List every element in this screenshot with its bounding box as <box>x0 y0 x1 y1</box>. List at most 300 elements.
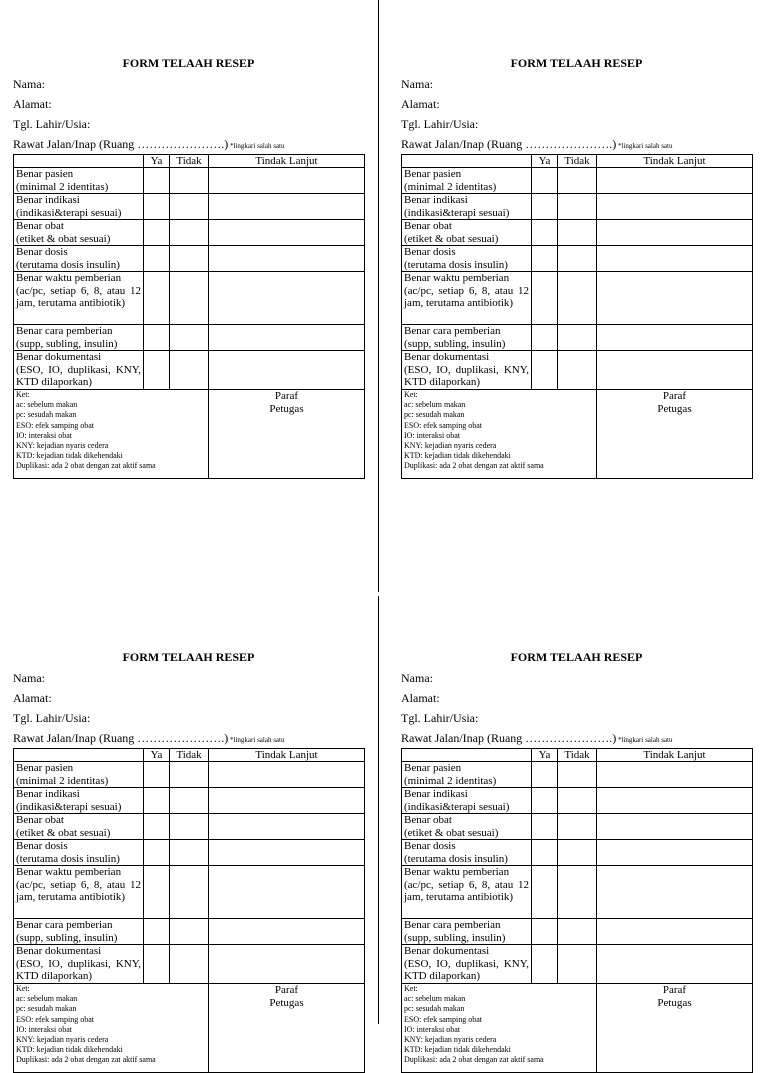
column-header <box>402 749 532 762</box>
criterion-title: Benar waktu pemberian <box>404 866 510 878</box>
paraf-label: Paraf <box>662 984 687 996</box>
tidak-checkbox-cell[interactable] <box>558 325 597 351</box>
field-rawat <box>401 136 752 152</box>
tidak-checkbox-cell[interactable] <box>558 220 597 246</box>
table-header-row <box>402 155 753 168</box>
rawat-label: Rawat Jalan/Inap (Ruang <box>13 137 138 151</box>
rawat-ruang-blank: ………………….) <box>137 137 229 151</box>
ya-checkbox-cell[interactable] <box>144 919 170 945</box>
table-row <box>14 840 365 866</box>
ket-line: IO: interaksi obat <box>404 430 460 440</box>
form-title: FORM TELAAH RESEP <box>510 650 643 664</box>
field-tgl-lahir: Tgl. Lahir/Usia: <box>401 711 479 725</box>
petugas-label: Petugas <box>269 996 304 1009</box>
tidak-checkbox-cell[interactable] <box>558 919 597 945</box>
criterion-title: Benar pasien <box>404 168 462 180</box>
criterion-title: Benar indikasi <box>16 194 80 206</box>
rawat-note: *lingkari salah satu <box>228 142 285 150</box>
tidak-checkbox-cell[interactable] <box>558 246 597 272</box>
criterion-detail: (ESO, IO, duplikasi, KNY, KTD dilaporkan) <box>16 363 141 388</box>
column-header: Ya <box>144 749 170 762</box>
table-row <box>402 762 753 788</box>
ket-line: ESO: efek samping obat <box>404 420 482 430</box>
criterion-title: Benar dosis <box>404 840 456 852</box>
page-divider-top <box>378 0 379 592</box>
criterion-cell <box>14 246 144 272</box>
table-row <box>14 246 365 272</box>
field-alamat: Alamat: <box>401 97 440 111</box>
table-row <box>402 351 753 390</box>
criterion-title: Benar obat <box>404 814 452 826</box>
tidak-checkbox-cell[interactable] <box>558 168 597 194</box>
ya-checkbox-cell[interactable] <box>144 840 170 866</box>
criterion-title: Benar cara pemberian <box>16 919 113 931</box>
column-header: Tindak Lanjut <box>597 749 753 762</box>
criterion-title: Benar cara pemberian <box>404 325 501 337</box>
criterion-cell <box>14 840 144 866</box>
ket-line: Duplikasi: ada 2 obat dengan zat aktif sama <box>16 461 156 471</box>
ya-checkbox-cell[interactable] <box>532 325 558 351</box>
rawat-ruang-blank: ………………….) <box>525 137 617 151</box>
ya-checkbox-cell[interactable] <box>144 272 170 325</box>
tindak-lanjut-cell[interactable] <box>597 194 753 220</box>
rawat-note: *lingkari salah satu <box>228 736 285 744</box>
criterion-detail: (indikasi&terapi sesuai) <box>16 800 122 813</box>
ket-line: KTD: kejadian tidak dikehendaki <box>404 451 511 461</box>
criterion-cell <box>402 814 532 840</box>
tindak-lanjut-cell[interactable] <box>209 325 365 351</box>
rawat-note: *lingkari salah satu <box>616 736 673 744</box>
criterion-title: Benar dokumentasi <box>16 945 102 957</box>
ket-line: ESO: efek samping obat <box>16 420 94 430</box>
ket-line: pc: sesudah makan <box>16 410 77 420</box>
ket-legend <box>402 984 597 1073</box>
tidak-checkbox-cell[interactable] <box>170 866 209 919</box>
telaah-table <box>13 154 365 479</box>
ya-checkbox-cell[interactable] <box>532 866 558 919</box>
ya-checkbox-cell[interactable] <box>532 351 558 390</box>
table-row <box>14 272 365 325</box>
table-row <box>14 945 365 984</box>
page-divider-bottom <box>378 596 379 1024</box>
ket-line: ac: sebelum makan <box>404 994 466 1004</box>
criterion-title: Benar pasien <box>16 168 74 180</box>
table-row <box>14 220 365 246</box>
tidak-checkbox-cell[interactable] <box>558 351 597 390</box>
field-nama: Nama: <box>13 77 45 91</box>
criterion-cell <box>402 325 532 351</box>
criterion-detail: (ESO, IO, duplikasi, KNY, KTD dilaporkan) <box>16 957 141 982</box>
tindak-lanjut-cell[interactable] <box>209 272 365 325</box>
table-row <box>14 919 365 945</box>
criterion-title: Benar pasien <box>404 762 462 774</box>
column-header: Tindak Lanjut <box>597 155 753 168</box>
table-row <box>14 351 365 390</box>
ya-checkbox-cell[interactable] <box>144 866 170 919</box>
table-row <box>402 325 753 351</box>
column-header: Tidak <box>558 749 597 762</box>
ya-checkbox-cell[interactable] <box>144 788 170 814</box>
criterion-cell <box>14 168 144 194</box>
table-row <box>402 814 753 840</box>
tidak-checkbox-cell[interactable] <box>170 220 209 246</box>
criterion-title: Benar dosis <box>16 840 68 852</box>
criterion-cell <box>14 788 144 814</box>
ket-line: Ket: <box>404 984 418 993</box>
ya-checkbox-cell[interactable] <box>532 246 558 272</box>
criterion-title: Benar obat <box>16 814 64 826</box>
table-header-row <box>14 749 365 762</box>
criterion-title: Benar indikasi <box>404 194 468 206</box>
ket-line: KTD: kejadian tidak dikehendaki <box>16 451 123 461</box>
telaah-resep-form-2 <box>401 56 752 479</box>
table-row <box>14 194 365 220</box>
tindak-lanjut-cell[interactable] <box>597 272 753 325</box>
tidak-checkbox-cell[interactable] <box>558 945 597 984</box>
table-row <box>14 866 365 919</box>
ket-line: KTD: kejadian tidak dikehendaki <box>16 1045 123 1055</box>
ket-legend <box>14 984 209 1073</box>
tindak-lanjut-cell[interactable] <box>209 788 365 814</box>
tindak-lanjut-cell[interactable] <box>597 351 753 390</box>
rawat-ruang-blank: ………………….) <box>525 731 617 745</box>
table-row <box>402 220 753 246</box>
ya-checkbox-cell[interactable] <box>144 220 170 246</box>
table-header-row <box>14 155 365 168</box>
table-row <box>402 919 753 945</box>
table-row <box>402 945 753 984</box>
table-row <box>402 194 753 220</box>
ya-checkbox-cell[interactable] <box>144 814 170 840</box>
tidak-checkbox-cell[interactable] <box>558 840 597 866</box>
tindak-lanjut-cell[interactable] <box>209 840 365 866</box>
criterion-detail: (indikasi&terapi sesuai) <box>404 206 510 219</box>
criterion-title: Benar dosis <box>16 246 68 258</box>
tindak-lanjut-cell[interactable] <box>209 351 365 390</box>
tidak-checkbox-cell[interactable] <box>170 325 209 351</box>
tindak-lanjut-cell[interactable] <box>209 220 365 246</box>
criterion-cell <box>402 762 532 788</box>
paraf-label: Paraf <box>274 984 299 996</box>
table-row <box>14 788 365 814</box>
criterion-detail: (etiket & obat sesuai) <box>16 826 111 839</box>
table-row <box>402 272 753 325</box>
form-title: FORM TELAAH RESEP <box>122 56 255 70</box>
field-alamat: Alamat: <box>13 691 52 705</box>
criterion-title: Benar waktu pemberian <box>404 272 510 284</box>
ya-checkbox-cell[interactable] <box>532 814 558 840</box>
ket-line: KNY: kejadian nyaris cedera <box>16 441 109 451</box>
tidak-checkbox-cell[interactable] <box>558 814 597 840</box>
column-header: Tidak <box>170 155 209 168</box>
column-header: Ya <box>532 155 558 168</box>
tidak-checkbox-cell[interactable] <box>170 194 209 220</box>
ket-line: Duplikasi: ada 2 obat dengan zat aktif sama <box>404 461 544 471</box>
criterion-cell <box>14 814 144 840</box>
tindak-lanjut-cell[interactable] <box>597 919 753 945</box>
criterion-cell <box>402 866 532 919</box>
criterion-cell <box>14 945 144 984</box>
criterion-cell <box>14 866 144 919</box>
telaah-table <box>401 154 753 479</box>
ket-line: Duplikasi: ada 2 obat dengan zat aktif sama <box>16 1055 156 1065</box>
ket-line: KNY: kejadian nyaris cedera <box>404 1035 497 1045</box>
table-row <box>14 762 365 788</box>
ya-checkbox-cell[interactable] <box>532 840 558 866</box>
table-row <box>14 168 365 194</box>
tidak-checkbox-cell[interactable] <box>558 272 597 325</box>
table-row <box>14 814 365 840</box>
criterion-detail: (terutama dosis insulin) <box>404 258 508 271</box>
petugas-label: Petugas <box>657 996 692 1009</box>
criterion-detail: (terutama dosis insulin) <box>16 258 120 271</box>
ya-checkbox-cell[interactable] <box>532 194 558 220</box>
tidak-checkbox-cell[interactable] <box>558 194 597 220</box>
column-header <box>14 155 144 168</box>
criterion-title: Benar cara pemberian <box>404 919 501 931</box>
criterion-detail: (minimal 2 identitas) <box>404 774 497 787</box>
tindak-lanjut-cell[interactable] <box>597 814 753 840</box>
criterion-cell <box>402 788 532 814</box>
tindak-lanjut-cell[interactable] <box>597 325 753 351</box>
tindak-lanjut-cell[interactable] <box>597 840 753 866</box>
ya-checkbox-cell[interactable] <box>144 246 170 272</box>
criterion-cell <box>14 325 144 351</box>
ya-checkbox-cell[interactable] <box>532 945 558 984</box>
ket-line: Ket: <box>404 390 418 399</box>
criterion-title: Benar obat <box>16 220 64 232</box>
criterion-detail: (ac/pc, setiap 6, 8, atau 12 jam, terutama antibiotik) <box>404 284 529 309</box>
ya-checkbox-cell[interactable] <box>144 945 170 984</box>
telaah-table <box>13 748 365 1073</box>
ket-line: ESO: efek samping obat <box>404 1014 482 1024</box>
ket-line: Duplikasi: ada 2 obat dengan zat aktif sama <box>404 1055 544 1065</box>
tidak-checkbox-cell[interactable] <box>170 945 209 984</box>
ya-checkbox-cell[interactable] <box>532 788 558 814</box>
criterion-title: Benar pasien <box>16 762 74 774</box>
petugas-label: Petugas <box>269 402 304 415</box>
criterion-cell <box>14 272 144 325</box>
criterion-cell <box>402 220 532 246</box>
criterion-detail: (supp, subling, insulin) <box>404 931 506 944</box>
tindak-lanjut-cell[interactable] <box>597 945 753 984</box>
field-alamat: Alamat: <box>401 691 440 705</box>
tidak-checkbox-cell[interactable] <box>170 919 209 945</box>
tidak-checkbox-cell[interactable] <box>170 351 209 390</box>
column-header: Ya <box>532 749 558 762</box>
tindak-lanjut-cell[interactable] <box>597 246 753 272</box>
criterion-detail: (supp, subling, insulin) <box>16 931 118 944</box>
footer-row <box>402 390 753 479</box>
column-header <box>402 155 532 168</box>
ket-line: ac: sebelum makan <box>16 994 78 1004</box>
column-header: Ya <box>144 155 170 168</box>
criterion-cell <box>14 194 144 220</box>
tindak-lanjut-cell[interactable] <box>209 194 365 220</box>
ket-line: pc: sesudah makan <box>404 410 465 420</box>
tidak-checkbox-cell[interactable] <box>170 246 209 272</box>
criterion-cell <box>14 351 144 390</box>
ket-line: KNY: kejadian nyaris cedera <box>16 1035 109 1045</box>
criterion-detail: (minimal 2 identitas) <box>404 180 497 193</box>
table-row <box>402 168 753 194</box>
criterion-title: Benar dosis <box>404 246 456 258</box>
column-header: Tidak <box>170 749 209 762</box>
criterion-detail: (supp, subling, insulin) <box>404 337 506 350</box>
tindak-lanjut-cell[interactable] <box>209 246 365 272</box>
field-rawat <box>401 730 752 746</box>
criterion-title: Benar dokumentasi <box>16 351 102 363</box>
rawat-label: Rawat Jalan/Inap (Ruang <box>13 731 138 745</box>
column-header: Tindak Lanjut <box>209 749 365 762</box>
ket-legend <box>402 390 597 479</box>
criterion-title: Benar obat <box>404 220 452 232</box>
criterion-title: Benar dokumentasi <box>404 351 490 363</box>
ya-checkbox-cell[interactable] <box>144 762 170 788</box>
tindak-lanjut-cell[interactable] <box>209 919 365 945</box>
petugas-label: Petugas <box>657 402 692 415</box>
criterion-detail: (indikasi&terapi sesuai) <box>404 800 510 813</box>
criterion-detail: (terutama dosis insulin) <box>16 852 120 865</box>
ket-line: KTD: kejadian tidak dikehendaki <box>404 1045 511 1055</box>
ya-checkbox-cell[interactable] <box>144 168 170 194</box>
criterion-cell <box>402 272 532 325</box>
criterion-cell <box>402 246 532 272</box>
ket-line: pc: sesudah makan <box>16 1004 77 1014</box>
paraf-petugas-cell[interactable] <box>209 984 365 1073</box>
column-header: Tindak Lanjut <box>209 155 365 168</box>
table-row <box>14 325 365 351</box>
tidak-checkbox-cell[interactable] <box>170 814 209 840</box>
criterion-detail: (supp, subling, insulin) <box>16 337 118 350</box>
tidak-checkbox-cell[interactable] <box>558 762 597 788</box>
tidak-checkbox-cell[interactable] <box>170 168 209 194</box>
table-row <box>402 788 753 814</box>
ya-checkbox-cell[interactable] <box>144 194 170 220</box>
paraf-petugas-cell[interactable] <box>597 390 753 479</box>
field-rawat <box>13 136 364 152</box>
tindak-lanjut-cell[interactable] <box>597 220 753 246</box>
ya-checkbox-cell[interactable] <box>532 220 558 246</box>
table-header-row <box>402 749 753 762</box>
tidak-checkbox-cell[interactable] <box>170 272 209 325</box>
field-nama: Nama: <box>401 671 433 685</box>
tidak-checkbox-cell[interactable] <box>170 762 209 788</box>
table-row <box>402 840 753 866</box>
ya-checkbox-cell[interactable] <box>532 168 558 194</box>
form-title: FORM TELAAH RESEP <box>510 56 643 70</box>
ket-line: IO: interaksi obat <box>16 430 72 440</box>
criterion-title: Benar indikasi <box>404 788 468 800</box>
criterion-cell <box>402 351 532 390</box>
telaah-resep-form-4 <box>401 650 752 1073</box>
ket-line: ac: sebelum makan <box>16 400 78 410</box>
tindak-lanjut-cell[interactable] <box>597 168 753 194</box>
criterion-detail: (ESO, IO, duplikasi, KNY, KTD dilaporkan) <box>404 363 529 388</box>
field-tgl-lahir: Tgl. Lahir/Usia: <box>13 711 91 725</box>
criterion-cell <box>14 220 144 246</box>
rawat-ruang-blank: ………………….) <box>137 731 229 745</box>
criterion-title: Benar waktu pemberian <box>16 272 122 284</box>
tindak-lanjut-cell[interactable] <box>209 866 365 919</box>
paraf-label: Paraf <box>274 390 299 402</box>
ya-checkbox-cell[interactable] <box>532 762 558 788</box>
table-row <box>402 866 753 919</box>
tindak-lanjut-cell[interactable] <box>209 814 365 840</box>
column-header <box>14 749 144 762</box>
criterion-cell <box>402 840 532 866</box>
criterion-cell <box>14 919 144 945</box>
footer-row <box>14 390 365 479</box>
criterion-detail: (ESO, IO, duplikasi, KNY, KTD dilaporkan) <box>404 957 529 982</box>
tindak-lanjut-cell[interactable] <box>597 866 753 919</box>
ket-line: ac: sebelum makan <box>404 400 466 410</box>
tindak-lanjut-cell[interactable] <box>209 168 365 194</box>
tindak-lanjut-cell[interactable] <box>597 762 753 788</box>
ket-line: pc: sesudah makan <box>404 1004 465 1014</box>
form-title: FORM TELAAH RESEP <box>122 650 255 664</box>
ya-checkbox-cell[interactable] <box>532 272 558 325</box>
criterion-detail: (etiket & obat sesuai) <box>404 826 499 839</box>
tindak-lanjut-cell[interactable] <box>209 945 365 984</box>
rawat-note: *lingkari salah satu <box>616 142 673 150</box>
ket-line: KNY: kejadian nyaris cedera <box>404 441 497 451</box>
criterion-cell <box>402 168 532 194</box>
rawat-label: Rawat Jalan/Inap (Ruang <box>401 731 526 745</box>
tindak-lanjut-cell[interactable] <box>597 788 753 814</box>
criterion-detail: (ac/pc, setiap 6, 8, atau 12 jam, terutama antibiotik) <box>16 878 141 903</box>
criterion-cell <box>402 919 532 945</box>
ket-line: IO: interaksi obat <box>404 1024 460 1034</box>
ya-checkbox-cell[interactable] <box>144 351 170 390</box>
field-alamat: Alamat: <box>13 97 52 111</box>
field-rawat <box>13 730 364 746</box>
footer-row <box>14 984 365 1073</box>
tidak-checkbox-cell[interactable] <box>170 840 209 866</box>
ya-checkbox-cell[interactable] <box>144 325 170 351</box>
ket-line: ESO: efek samping obat <box>16 1014 94 1024</box>
field-nama: Nama: <box>13 671 45 685</box>
ket-line: Ket: <box>16 390 30 399</box>
criterion-detail: (terutama dosis insulin) <box>404 852 508 865</box>
criterion-title: Benar cara pemberian <box>16 325 113 337</box>
field-tgl-lahir: Tgl. Lahir/Usia: <box>13 117 91 131</box>
criterion-detail: (indikasi&terapi sesuai) <box>16 206 122 219</box>
criterion-detail: (ac/pc, setiap 6, 8, atau 12 jam, terutama antibiotik) <box>404 878 529 903</box>
ket-line: Ket: <box>16 984 30 993</box>
criterion-detail: (minimal 2 identitas) <box>16 180 109 193</box>
criterion-title: Benar indikasi <box>16 788 80 800</box>
telaah-table <box>401 748 753 1073</box>
paraf-petugas-cell[interactable] <box>209 390 365 479</box>
ya-checkbox-cell[interactable] <box>532 919 558 945</box>
paraf-label: Paraf <box>662 390 687 402</box>
criterion-cell <box>402 194 532 220</box>
table-row <box>402 246 753 272</box>
criterion-title: Benar waktu pemberian <box>16 866 122 878</box>
tindak-lanjut-cell[interactable] <box>209 762 365 788</box>
rawat-label: Rawat Jalan/Inap (Ruang <box>401 137 526 151</box>
field-nama: Nama: <box>401 77 433 91</box>
telaah-resep-form-3 <box>13 650 364 1073</box>
ket-line: IO: interaksi obat <box>16 1024 72 1034</box>
telaah-resep-form-1 <box>13 56 364 479</box>
paraf-petugas-cell[interactable] <box>597 984 753 1073</box>
tidak-checkbox-cell[interactable] <box>170 788 209 814</box>
tidak-checkbox-cell[interactable] <box>558 866 597 919</box>
criterion-cell <box>402 945 532 984</box>
tidak-checkbox-cell[interactable] <box>558 788 597 814</box>
